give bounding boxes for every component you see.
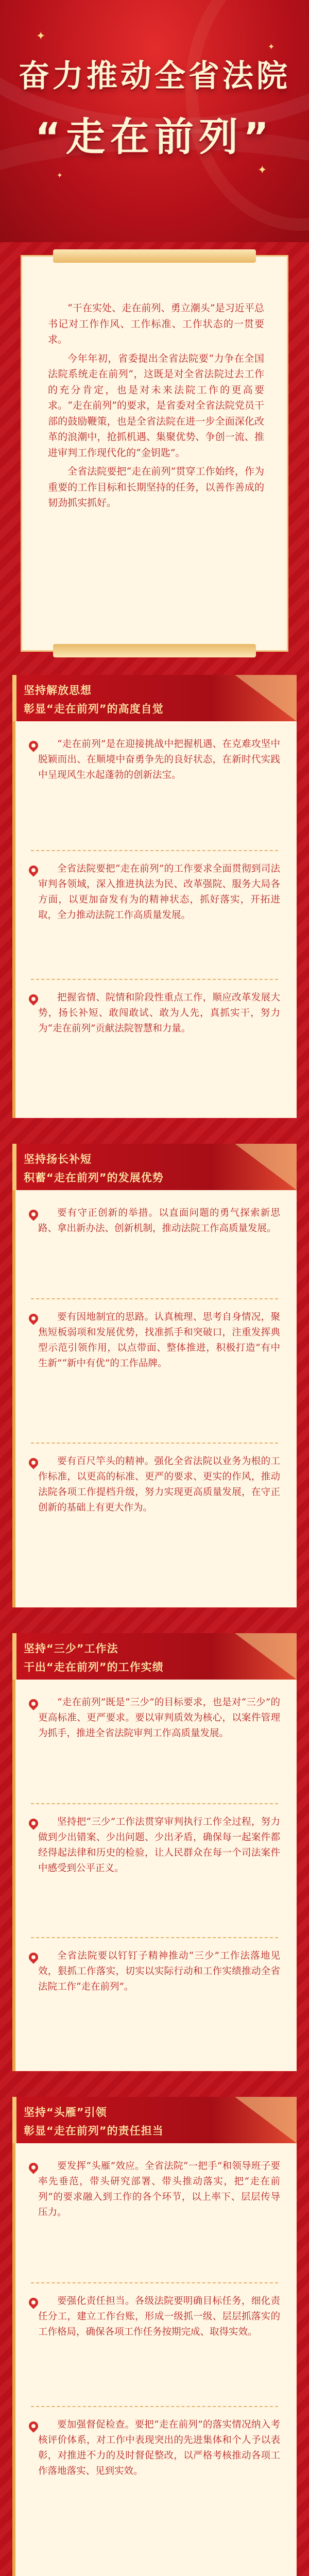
page-title-line2: “走在前列” xyxy=(35,114,274,160)
intro-paragraph: 全省法院要把“走在前列”贯穿工作始终，作为重要的工作目标和长期坚持的任务，以善作善成的韧劲抓实抓好。 xyxy=(48,466,264,509)
paragraph-text: 把握省情、院情和阶段性重点工作，顺应改革发展大势，扬长补短、敢闯敢试、敢为人先，真抓实干，努力为“走在前列”贡献法院智慧和力量。 xyxy=(38,992,280,1034)
paragraph-text: 全省法院要以钉钉子精神推动“三少”工作法落地见效，狠抓工作落实，切实以实际行动和工作实绩推动全省法院工作“走在前列”。 xyxy=(38,1951,280,1992)
section-paragraph xyxy=(38,1206,280,1236)
section-paragraph xyxy=(38,1695,280,1741)
divider xyxy=(31,850,278,851)
section-paragraph xyxy=(38,861,280,923)
intro-paragraph: 今年年初，省委提出全省法院要“力争在全国法院系统走在前列”，这既是对全省法院过去工作的充分肯定，也是对未来法院工作的更高要求。“走在前列”的要求，是省委对全省法院党员干部的鼓励鞭策，也是全省法院在进一步全面深化改革的浪潮中，抢抓机遇、集聚优势、争创一流、推进审判工作现代化的“金钥匙”。 xyxy=(48,352,264,459)
intro-text xyxy=(48,300,264,514)
section-title-line2: 彰显“走在前列”的责任担当 xyxy=(24,2125,164,2137)
star-icon: ✦ xyxy=(57,172,63,180)
section-2 xyxy=(12,1144,297,1607)
paragraph-text: 全省法院要把“走在前列”的工作要求全面贯彻到司法审判各领域，深入推进执法为民、改革强院、服务大局各方面，以更加奋发有为的精神状态，抓好落实，开拓进取，全力推动法院工作高质量发展。 xyxy=(38,863,280,921)
header-banner xyxy=(0,0,309,242)
section-title-line2: 彰显“走在前列”的高度自觉 xyxy=(24,703,164,715)
section-paragraph xyxy=(38,1815,280,1876)
section-paragraph xyxy=(38,2159,280,2221)
header-accent-bar xyxy=(12,1633,16,1680)
section-title-line2: 干出“走在前列”的工作实绩 xyxy=(24,1661,164,1673)
header-corner-decoration xyxy=(235,675,297,721)
paragraph-text: 要有因地制宜的思路。认真梳理、思考自身情况，聚焦短板弱项和发展优势，找准抓手和突破口，注重发挥典型示范引领作用，以点带面、整体推进，积极打造“有中生新”“新中有优”的工作品牌。 xyxy=(38,1312,280,1369)
section-header xyxy=(12,675,297,721)
section-paragraph xyxy=(38,2417,280,2479)
intro-panel xyxy=(21,255,288,652)
section-title-line1: 坚持“头雁”引领 xyxy=(24,2106,107,2119)
paragraph-text: 要加强督促检查。要把“走在前列”的落实情况纳入考核评价体系，对工作中表现突出的先进集体和个人予以表彰，对推进不力的及时督促整改，以严格考核推动各项工作落地落实、见到实效。 xyxy=(38,2419,280,2477)
section-header xyxy=(12,1633,297,1680)
scroll-bottom-cap xyxy=(53,644,256,657)
divider xyxy=(31,2406,278,2407)
paragraph-text: 要有守正创新的举措。以直面问题的勇气探索新思路、拿出新办法、创新机制，推动法院工作高质量发展。 xyxy=(38,1208,280,1234)
section-1 xyxy=(12,675,297,1118)
section-paragraph xyxy=(38,1310,280,1371)
section-paragraph xyxy=(38,2294,280,2340)
section-3 xyxy=(12,1633,297,2071)
section-header xyxy=(12,2097,297,2143)
paragraph-text: 坚持把“三少”工作法贯穿审判执行工作全过程，努力做到少出错案、少出问题、少出矛盾，确保每一起案件都经得起法律和历史的检验，让人民群众在每一个司法案件中感受到公平正义。 xyxy=(38,1817,280,1874)
paragraph-text: 要有百尺竿头的精神。强化全省法院以业务为根的工作标准，以更高的标准、更严的要求、更实的作风，推动法院各项工作提档升级，努力实现更高质量发展，在守正创新的基础上有更大作为。 xyxy=(38,1456,280,1513)
divider xyxy=(31,1803,278,1804)
section-title-line1: 坚持“三少”工作法 xyxy=(24,1642,118,1655)
section-title-line1: 坚持解放思想 xyxy=(24,684,92,697)
divider xyxy=(31,1298,278,1299)
section-paragraph xyxy=(38,737,280,783)
scroll-top-cap xyxy=(53,249,256,263)
divider xyxy=(31,979,278,980)
section-paragraph xyxy=(38,1454,280,1516)
paragraph-text: 要发挥“头雁”效应。全省法院“一把手”和领导班子要率先垂范，带头研究部署、带头推动落实，把“走在前列”的要求融入到工作的各个环节，以上率下、层层传导压力。 xyxy=(38,2161,280,2218)
section-paragraph xyxy=(38,990,280,1037)
star-icon: ✦ xyxy=(36,30,46,43)
star-icon: ✦ xyxy=(258,164,267,177)
header-corner-decoration xyxy=(235,1144,297,1190)
divider xyxy=(31,2282,278,2283)
page-title-line1: 奋力推动全省法院 xyxy=(19,58,290,94)
paragraph-text: 要强化责任担当。各级法院要明确目标任务，细化责任分工，建立工作台账，形成一级抓一级、层层抓落实的工作格局，确保各项工作任务按期完成、取得实效。 xyxy=(38,2296,280,2337)
header-corner-decoration xyxy=(235,2097,297,2143)
paragraph-text: “走在前列”是在迎接挑战中把握机遇、在克难攻坚中脱颖而出、在顺境中奋勇争先的良好状态，在新时代实践中呈现风生水起蓬勃的创新法宝。 xyxy=(38,739,280,781)
section-4 xyxy=(12,2097,297,2576)
header-accent-bar xyxy=(12,675,16,721)
intro-paragraph: “干在实处、走在前列、勇立潮头”是习近平总书记对工作作风、工作标准、工作状态的一贯要求。 xyxy=(48,302,264,345)
section-title-line2: 积蓄“走在前列”的发展优势 xyxy=(24,1172,164,1184)
header-accent-bar xyxy=(12,2097,16,2143)
header-corner-decoration xyxy=(235,1633,297,1680)
star-icon: ✦ xyxy=(268,42,275,52)
divider xyxy=(31,1937,278,1938)
divider xyxy=(31,1443,278,1444)
section-header xyxy=(12,1144,297,1190)
section-paragraph xyxy=(38,1948,280,1995)
header-accent-bar xyxy=(12,1144,16,1190)
paragraph-text: “走在前列”既是“三少”的目标要求，也是对“三少”的更高标准、更严要求。要以审判质效为核心，以案件管理为抓手，推进全省法院审判工作高质量发展。 xyxy=(38,1697,280,1739)
section-title-line1: 坚持扬长补短 xyxy=(24,1153,92,1165)
